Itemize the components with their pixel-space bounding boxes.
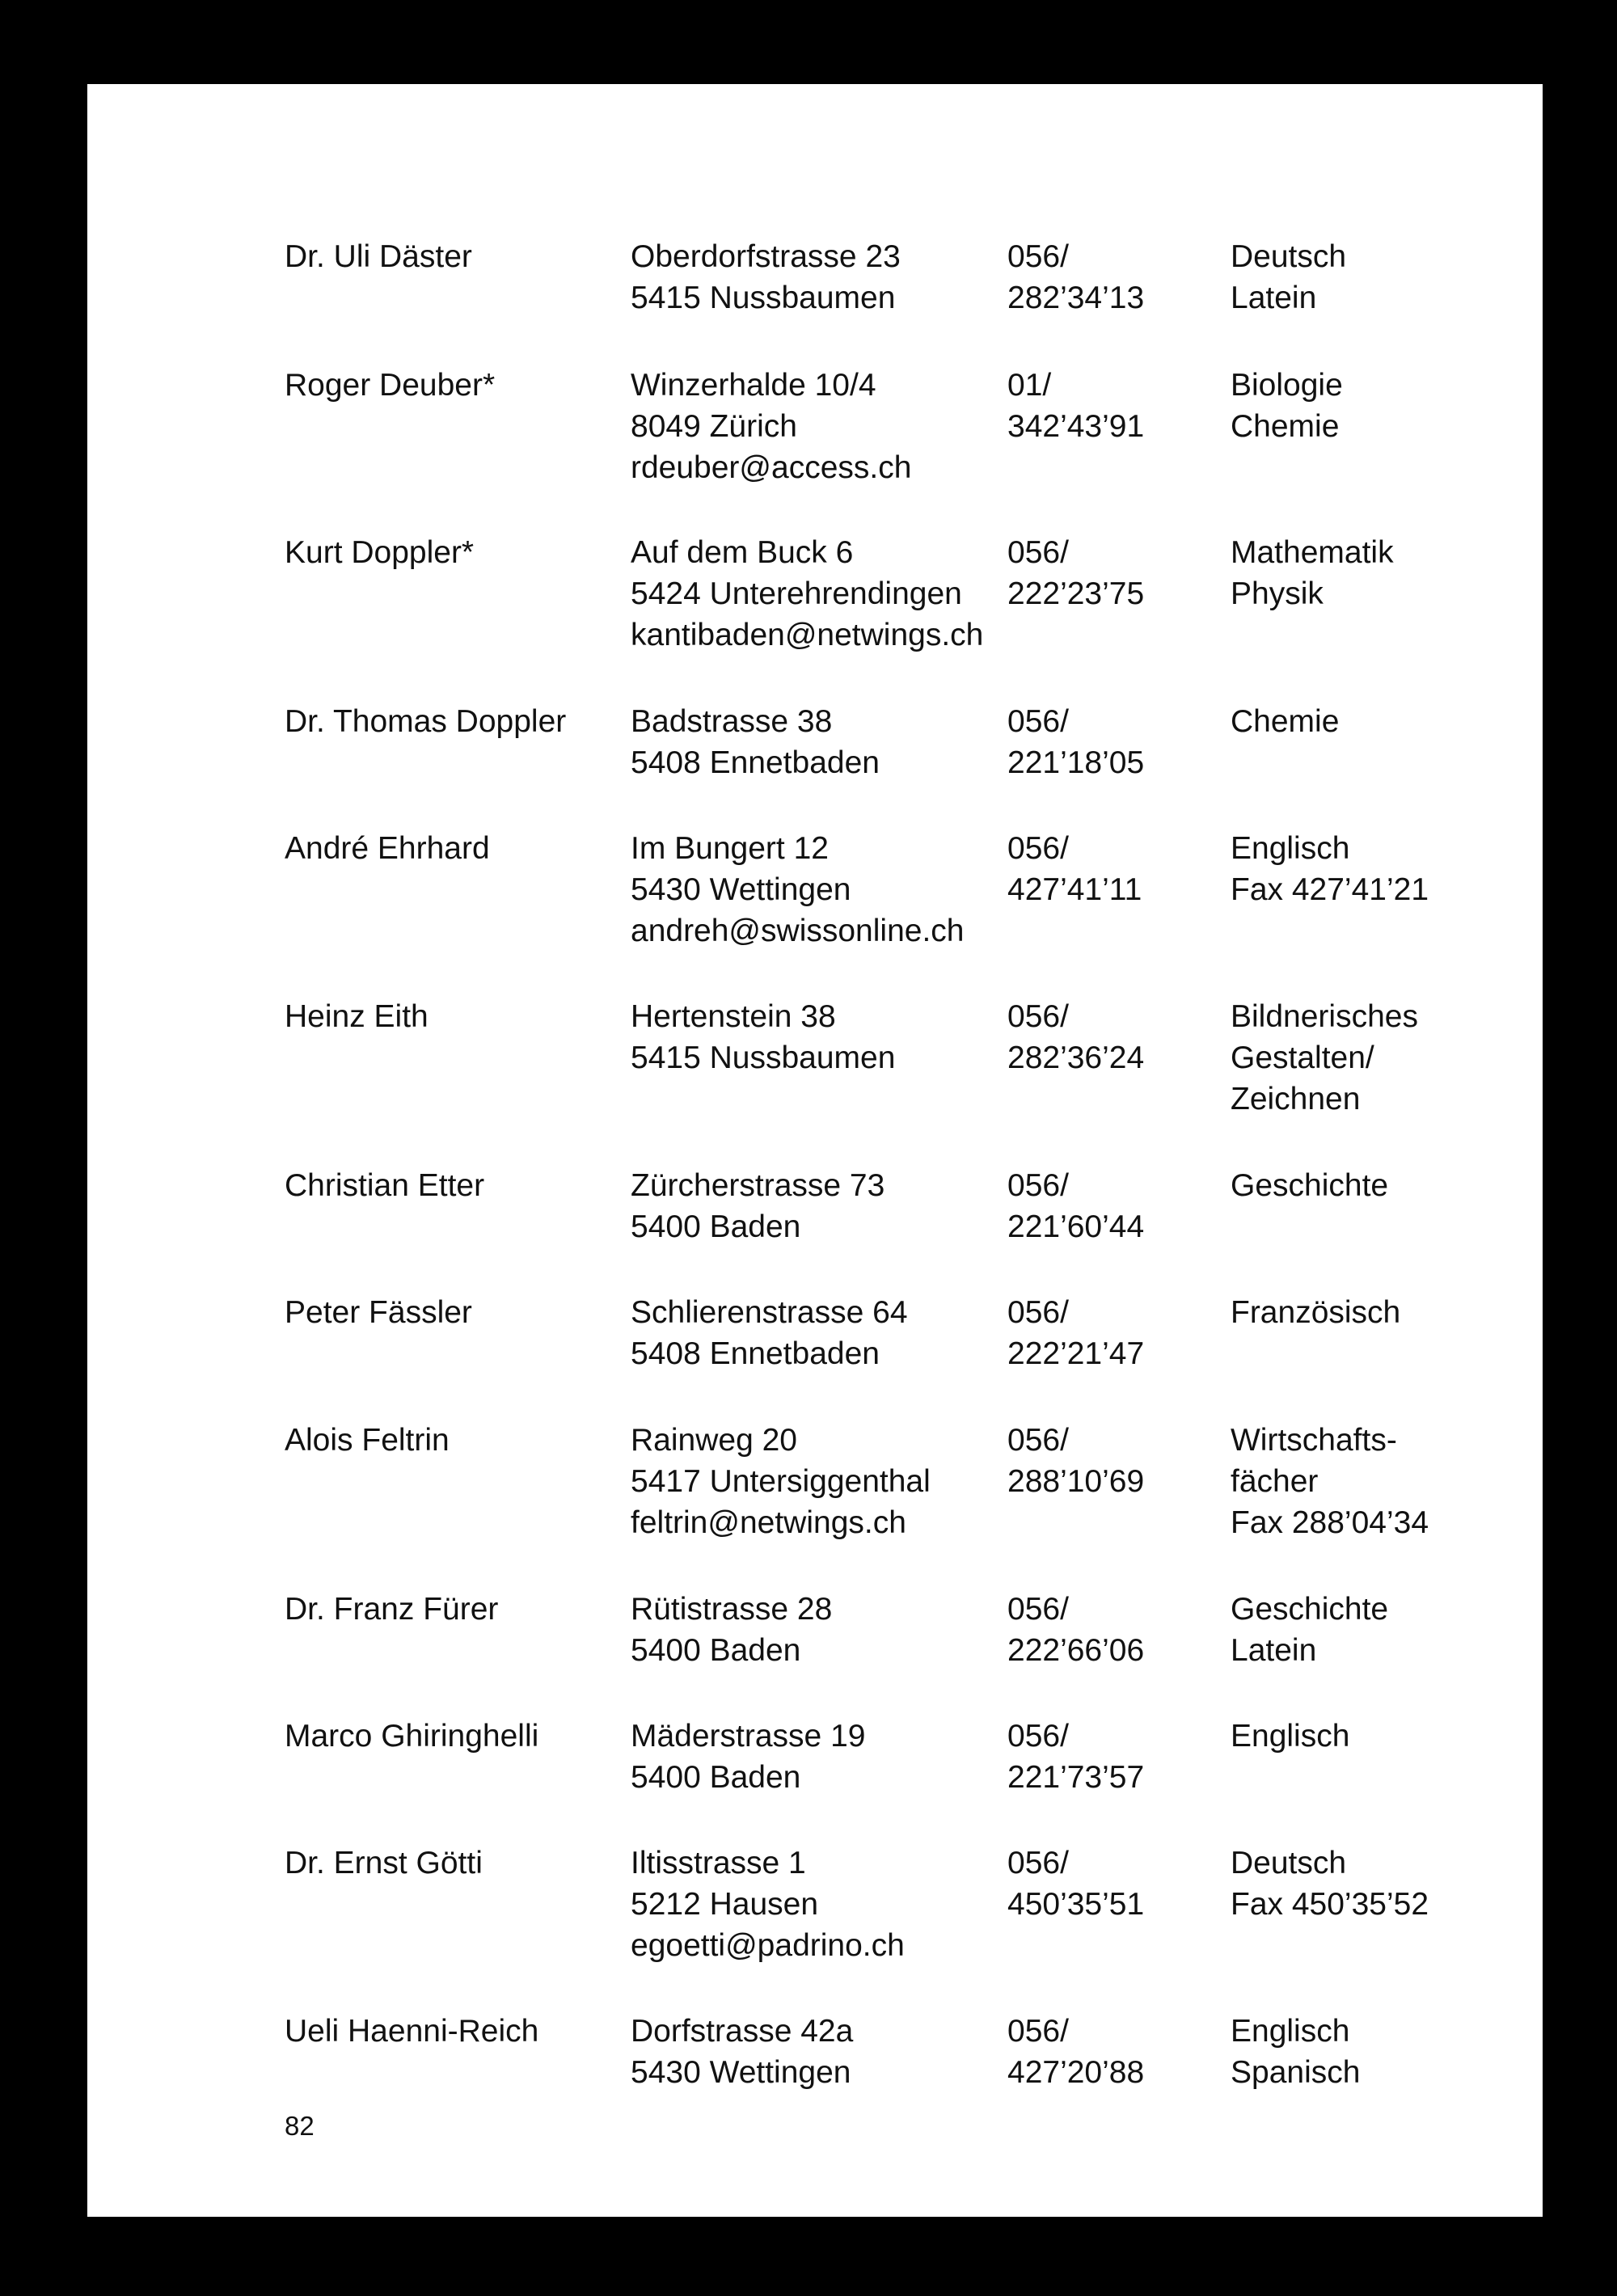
entry-phone bbox=[1007, 532, 1144, 614]
entry-address-line: 5424 Unterehrendingen bbox=[631, 576, 962, 611]
entry-name: Dr. Franz Fürer bbox=[285, 1592, 499, 1627]
entry-phone-line: 056/ bbox=[1007, 1846, 1069, 1880]
entry-name: Marco Ghiringhelli bbox=[285, 1719, 539, 1754]
entry-address-line: Rütistrasse 28 bbox=[631, 1592, 833, 1627]
entry-address-line: 5415 Nussbaumen bbox=[631, 281, 896, 315]
directory-entry bbox=[285, 701, 1543, 780]
entry-phone-line: 342’43’91 bbox=[1007, 409, 1145, 444]
entry-address bbox=[631, 532, 983, 656]
entry-address-line: Hertenstein 38 bbox=[631, 999, 836, 1034]
entry-phone bbox=[1007, 1842, 1144, 1925]
entry-subjects bbox=[1231, 1420, 1429, 1543]
entry-phone-line: 221’73’57 bbox=[1007, 1760, 1145, 1795]
entry-phone bbox=[1007, 1165, 1144, 1247]
entry-subjects-line: Bildnerisches bbox=[1231, 999, 1418, 1034]
entry-address-line: Badstrasse 38 bbox=[631, 704, 833, 739]
entry-phone-line: 221’60’44 bbox=[1007, 1209, 1145, 1244]
entry-subjects-line: Fax 288’04’34 bbox=[1231, 1505, 1429, 1540]
entry-name: Kurt Doppler* bbox=[285, 535, 475, 570]
directory-entry bbox=[285, 2011, 1543, 2090]
entry-subjects-line: Deutsch bbox=[1231, 239, 1347, 274]
entry-phone-line: 056/ bbox=[1007, 1168, 1069, 1203]
entry-phone-line: 056/ bbox=[1007, 1592, 1069, 1627]
entry-subjects-line: Biologie bbox=[1231, 368, 1343, 403]
entry-subjects-line: Mathematik bbox=[1231, 535, 1394, 570]
entry-address bbox=[631, 828, 964, 952]
entry-subjects bbox=[1231, 532, 1394, 614]
entry-phone-line: 427’41’11 bbox=[1007, 872, 1142, 907]
entry-address-line: 5408 Ennetbaden bbox=[631, 1336, 880, 1371]
entry-subjects-line: Latein bbox=[1231, 281, 1317, 315]
entry-name: Ueli Haenni-Reich bbox=[285, 2014, 539, 2049]
entry-phone-line: 056/ bbox=[1007, 1423, 1069, 1458]
entry-subjects bbox=[1231, 236, 1346, 319]
directory-entry bbox=[285, 532, 1543, 652]
entry-address bbox=[631, 365, 911, 488]
directory-entry bbox=[285, 996, 1543, 1116]
entry-phone-line: 056/ bbox=[1007, 1295, 1069, 1330]
entry-subjects-line: Spanisch bbox=[1231, 2055, 1361, 2090]
entry-phone-line: 01/ bbox=[1007, 368, 1052, 403]
entry-subjects bbox=[1231, 1716, 1349, 1757]
entry-phone-line: 282’34’13 bbox=[1007, 281, 1145, 315]
entry-subjects-line: Französisch bbox=[1231, 1295, 1401, 1330]
entry-name: Dr. Uli Däster bbox=[285, 239, 472, 274]
entry-address-line: egoetti@padrino.ch bbox=[631, 1928, 905, 1963]
directory-entry bbox=[285, 1589, 1543, 1668]
entry-subjects-line: Englisch bbox=[1231, 1719, 1350, 1754]
entry-name: Christian Etter bbox=[285, 1168, 485, 1203]
entry-subjects bbox=[1231, 1589, 1388, 1671]
entry-subjects-line: Fax 450’35’52 bbox=[1231, 1887, 1429, 1922]
entry-phone bbox=[1007, 1589, 1144, 1671]
entry-phone-line: 056/ bbox=[1007, 831, 1069, 866]
entry-name: Alois Feltrin bbox=[285, 1423, 450, 1458]
entry-address bbox=[631, 236, 901, 319]
entry-address-line: 5430 Wettingen bbox=[631, 872, 851, 907]
entry-address-line: 5408 Ennetbaden bbox=[631, 745, 880, 780]
entry-phone-line: 056/ bbox=[1007, 999, 1069, 1034]
page-number: 82 bbox=[285, 2111, 315, 2141]
entry-phone-line: 222’66’06 bbox=[1007, 1633, 1145, 1668]
entry-subjects bbox=[1231, 828, 1429, 910]
entry-phone-line: 222’21’47 bbox=[1007, 1336, 1145, 1371]
entry-phone-line: 056/ bbox=[1007, 704, 1069, 739]
document-page bbox=[87, 84, 1543, 2217]
entry-subjects-line: Wirtschafts- bbox=[1231, 1423, 1397, 1458]
entry-name: Dr. Thomas Doppler bbox=[285, 704, 567, 739]
entry-name: Dr. Ernst Götti bbox=[285, 1846, 483, 1880]
entry-subjects-line: Englisch bbox=[1231, 831, 1350, 866]
entry-subjects bbox=[1231, 1842, 1429, 1925]
directory-entry bbox=[285, 828, 1543, 948]
entry-address-line: 5400 Baden bbox=[631, 1760, 801, 1795]
entry-phone bbox=[1007, 828, 1142, 910]
entry-address-line: 5415 Nussbaumen bbox=[631, 1040, 896, 1075]
entry-subjects-line: Geschichte bbox=[1231, 1168, 1389, 1203]
entry-phone-line: 282’36’24 bbox=[1007, 1040, 1145, 1075]
entry-phone bbox=[1007, 1420, 1144, 1502]
entry-phone bbox=[1007, 996, 1144, 1078]
entry-address bbox=[631, 1292, 908, 1374]
entry-address bbox=[631, 701, 880, 783]
entry-subjects-line: Gestalten/ bbox=[1231, 1040, 1374, 1075]
entry-phone-line: 056/ bbox=[1007, 1719, 1069, 1754]
entry-phone-line: 288’10’69 bbox=[1007, 1464, 1145, 1499]
entry-subjects-line: Physik bbox=[1231, 576, 1324, 611]
entry-subjects-line: Chemie bbox=[1231, 704, 1340, 739]
entry-subjects-line: fächer bbox=[1231, 1464, 1319, 1499]
entry-phone-line: 450’35’51 bbox=[1007, 1887, 1145, 1922]
entry-phone bbox=[1007, 236, 1144, 319]
entry-address bbox=[631, 1589, 832, 1671]
entry-subjects-line: Chemie bbox=[1231, 409, 1340, 444]
directory-entry bbox=[285, 1842, 1543, 1963]
directory-entry bbox=[285, 365, 1543, 485]
directory-entry bbox=[285, 1165, 1543, 1244]
directory-entry bbox=[285, 1420, 1543, 1540]
directory-entry bbox=[285, 1292, 1543, 1371]
entry-subjects-line: Geschichte bbox=[1231, 1592, 1389, 1627]
entry-phone-line: 221’18’05 bbox=[1007, 745, 1145, 780]
entry-name: Roger Deuber* bbox=[285, 368, 496, 403]
entry-address-line: 5400 Baden bbox=[631, 1209, 801, 1244]
entry-address-line: andreh@swissonline.ch bbox=[631, 914, 965, 948]
entry-phone bbox=[1007, 1716, 1144, 1798]
entry-name: Heinz Eith bbox=[285, 999, 429, 1034]
entry-address-line: 5212 Hausen bbox=[631, 1887, 819, 1922]
entry-address-line: Rainweg 20 bbox=[631, 1423, 797, 1458]
entry-phone-line: 056/ bbox=[1007, 2014, 1069, 2049]
entry-address-line: Dorfstrasse 42a bbox=[631, 2014, 854, 2049]
entry-address-line: Auf dem Buck 6 bbox=[631, 535, 854, 570]
entry-subjects bbox=[1231, 701, 1339, 742]
entry-phone bbox=[1007, 365, 1144, 447]
entry-address bbox=[631, 2011, 853, 2093]
entry-subjects bbox=[1231, 1292, 1400, 1333]
entry-address-line: Im Bungert 12 bbox=[631, 831, 829, 866]
entry-phone bbox=[1007, 2011, 1144, 2093]
entry-subjects bbox=[1231, 2011, 1360, 2093]
entry-address-line: rdeuber@access.ch bbox=[631, 450, 912, 485]
entry-subjects-line: Deutsch bbox=[1231, 1846, 1347, 1880]
entry-subjects bbox=[1231, 365, 1343, 447]
entry-address-line: 5417 Untersiggenthal bbox=[631, 1464, 931, 1499]
entry-subjects-line: Fax 427’41’21 bbox=[1231, 872, 1429, 907]
directory-entry bbox=[285, 1716, 1543, 1795]
entry-address bbox=[631, 1842, 905, 1966]
entry-phone bbox=[1007, 1292, 1144, 1374]
entry-address-line: Zürcherstrasse 73 bbox=[631, 1168, 885, 1203]
entry-address bbox=[631, 1420, 931, 1543]
entry-address-line: Mäderstrasse 19 bbox=[631, 1719, 866, 1754]
entry-subjects-line: Latein bbox=[1231, 1633, 1317, 1668]
entry-address bbox=[631, 1716, 865, 1798]
entry-phone-line: 427’20’88 bbox=[1007, 2055, 1145, 2090]
entry-address-line: Schlierenstrasse 64 bbox=[631, 1295, 908, 1330]
entry-subjects-line: Zeichnen bbox=[1231, 1082, 1361, 1116]
directory-entry bbox=[285, 236, 1543, 315]
entry-phone bbox=[1007, 701, 1144, 783]
entry-name: Peter Fässler bbox=[285, 1295, 472, 1330]
entry-address-line: Iltisstrasse 1 bbox=[631, 1846, 806, 1880]
entry-phone-line: 056/ bbox=[1007, 239, 1069, 274]
entry-address-line: 5400 Baden bbox=[631, 1633, 801, 1668]
entry-subjects bbox=[1231, 996, 1418, 1120]
entry-address-line: feltrin@netwings.ch bbox=[631, 1505, 906, 1540]
entry-address-line: Oberdorfstrasse 23 bbox=[631, 239, 901, 274]
entry-address-line: 5430 Wettingen bbox=[631, 2055, 851, 2090]
entry-address-line: kantibaden@netwings.ch bbox=[631, 618, 984, 652]
entry-address bbox=[631, 996, 895, 1078]
entry-phone-line: 222’23’75 bbox=[1007, 576, 1145, 611]
entry-address-line: Winzerhalde 10/4 bbox=[631, 368, 876, 403]
entry-subjects bbox=[1231, 1165, 1388, 1206]
entry-subjects-line: Englisch bbox=[1231, 2014, 1350, 2049]
entry-address-line: 8049 Zürich bbox=[631, 409, 797, 444]
entry-phone-line: 056/ bbox=[1007, 535, 1069, 570]
entry-name: André Ehrhard bbox=[285, 831, 490, 866]
entry-address bbox=[631, 1165, 884, 1247]
